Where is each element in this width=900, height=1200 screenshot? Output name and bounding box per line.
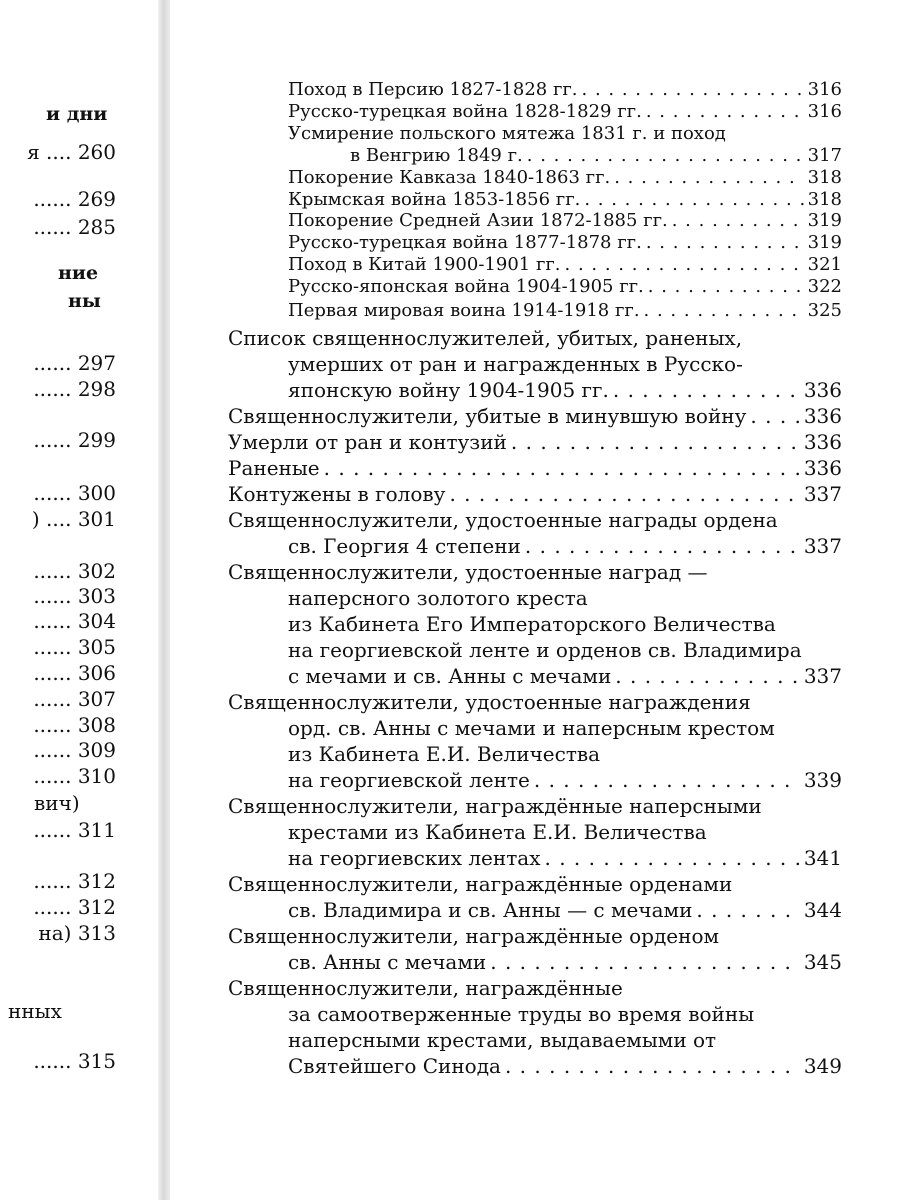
toc-entry-title: Покорение Кавказа 1840-1863 гг.: [288, 167, 611, 188]
toc-page-number: 336: [803, 430, 842, 454]
toc-entry: [288, 254, 842, 276]
left-fragment: нных: [8, 999, 62, 1023]
toc-leader: [490, 949, 800, 975]
left-fragment: ...... 300: [33, 481, 116, 505]
toc-entry-title-line: крестами из Кабинета Е.И. Величества: [288, 820, 707, 844]
toc-entry-title-line: Священнослужители, удостоенные наград —: [228, 560, 708, 584]
toc-entry: [288, 167, 842, 189]
toc-page-number: 341: [803, 846, 842, 870]
toc-entry-title: с мечами и св. Анны с мечами: [288, 664, 612, 688]
toc-entry-title: Покорение Средней Азии 1872-1885 гг.: [288, 210, 668, 231]
toc-entry: [228, 481, 842, 507]
left-fragment: ...... 302: [33, 559, 116, 583]
left-fragment: на) 313: [38, 921, 116, 945]
toc-entry: [288, 210, 842, 232]
toc-entry-title: Первая мировая воина 1914-1918 гг.: [288, 300, 640, 321]
toc-entry-title: св. Георгия 4 степени: [288, 534, 521, 558]
toc-page-number: 345: [803, 950, 842, 974]
left-fragment: ...... 312: [33, 895, 116, 919]
toc-entry: [288, 276, 842, 298]
toc-entry: [350, 145, 842, 167]
toc-leader: [648, 276, 804, 298]
toc-entry-title-line: из Кабинета Его Императорского Величества: [288, 612, 776, 636]
left-fragment: ...... 305: [33, 635, 116, 659]
toc-page-number: 317: [807, 145, 842, 166]
left-fragment: ...... 315: [33, 1049, 116, 1073]
toc-entry-title: на георгиевских лентах: [288, 846, 541, 870]
left-fragment: ...... 304: [33, 609, 116, 633]
toc-entry-title-line: Священнослужители, награждённые: [228, 976, 623, 1000]
toc-page-number: 318: [807, 189, 842, 210]
toc-entry-title-line: Священнослужители, удостоенные награждения: [228, 690, 751, 714]
toc-leader: [584, 189, 803, 211]
left-fragment: вич): [34, 791, 80, 815]
toc-leader: [324, 455, 800, 481]
toc-entry-title-line: орд. св. Анны с мечами и наперсным крестом: [288, 716, 775, 740]
left-fragment: ...... 297: [33, 351, 116, 375]
left-fragment: ние: [58, 262, 99, 284]
left-fragment: ...... 308: [33, 713, 116, 737]
toc-entry: [288, 949, 842, 975]
toc-leader: [644, 300, 804, 322]
left-fragment: я .... 260: [27, 140, 116, 164]
toc-entry-title-line: Священнослужители, награждённые орденом: [228, 924, 720, 948]
toc-page-number: 349: [803, 1054, 842, 1078]
toc-leader: [582, 79, 804, 101]
toc-entry-title-line: Священнослужители, награждённые наперсными: [228, 794, 762, 818]
toc-entry-title: Крымская война 1853-1856 гг.: [288, 189, 581, 210]
toc-entry-title: японскую войну 1904-1905 гг.: [288, 378, 609, 402]
toc-entry-title: Святейшего Синода: [288, 1054, 501, 1078]
toc-entry: [288, 897, 842, 923]
left-page: [0, 0, 160, 1200]
toc-entry-title-line: на георгиевской ленте и орденов св. Владимира: [288, 638, 802, 662]
toc-leader: [750, 403, 799, 429]
left-fragment: ...... 285: [33, 215, 116, 239]
toc-page-number: 337: [803, 534, 842, 558]
toc-page-number: 316: [807, 101, 842, 122]
toc-page-number: 316: [807, 79, 842, 100]
toc-page-number: 322: [807, 276, 842, 297]
toc-entry-title: св. Владимира и св. Анны — с мечами: [288, 898, 693, 922]
toc-leader: [615, 663, 800, 689]
toc-entry-title-line: за самоотверженные труды во время войны: [288, 1002, 755, 1026]
toc-page-number: 337: [803, 482, 842, 506]
toc-entry-title: Раненые: [228, 456, 320, 480]
toc-page-number: 318: [807, 167, 842, 188]
left-fragment: ...... 303: [33, 584, 116, 608]
toc-entry-title: в Венгрию 1849 г.: [350, 145, 523, 166]
left-fragment: ...... 299: [33, 428, 116, 452]
toc-entry-title-line: Усмирение польского мятежа 1831 г. и поход: [288, 123, 726, 144]
toc-leader: [614, 167, 803, 189]
toc-leader: [646, 101, 804, 123]
toc-entry: [288, 300, 842, 322]
left-fragment: ...... 311: [33, 818, 116, 842]
toc-page-number: 319: [807, 232, 842, 253]
left-fragment: ...... 298: [33, 377, 116, 401]
toc-page-number: 321: [807, 254, 842, 275]
toc-entry: [288, 232, 842, 254]
toc-entry: [288, 79, 842, 101]
toc-entry: [288, 1053, 842, 1079]
toc-entry-title: Поход в Персию 1827-1828 гг.: [288, 79, 578, 100]
left-fragment: и дни: [46, 103, 108, 125]
toc-page-number: 336: [803, 378, 842, 402]
toc-entry-title-line: умерших от ран и награжденных в Русско-: [288, 352, 743, 376]
toc-page-number: 337: [803, 664, 842, 688]
toc-page-number: 319: [807, 210, 842, 231]
toc-leader: [672, 210, 804, 232]
left-fragment: ны: [68, 290, 101, 312]
toc-entry: [228, 403, 842, 429]
toc-leader: [525, 533, 800, 559]
toc-leader: [527, 145, 804, 167]
toc-entry: [288, 845, 842, 871]
left-fragment: ...... 307: [33, 687, 116, 711]
toc-entry: [228, 429, 842, 455]
toc-leader: [511, 429, 800, 455]
toc-entry-title-line: наперсными крестами, выдаваемыми от: [288, 1028, 717, 1052]
toc-entry-title: Умерли от ран и контузий: [228, 430, 507, 454]
toc-page-number: 336: [803, 456, 842, 480]
toc-entry: [288, 767, 842, 793]
left-fragment: ...... 269: [33, 187, 116, 211]
toc-leader: [696, 897, 799, 923]
toc-leader: [505, 1053, 800, 1079]
toc-entry-title-line: Священнослужители, удостоенные награды ордена: [228, 508, 778, 532]
toc-entry-title: Русско-японская война 1904-1905 гг.: [288, 276, 644, 297]
toc-entry-title: Священнослужители, убитые в минувшую войну: [228, 404, 747, 428]
left-fragment: ...... 310: [33, 764, 116, 788]
toc-entry-title: на георгиевской ленте: [288, 768, 530, 792]
left-fragment: ...... 306: [33, 661, 116, 685]
toc-entry-title: Поход в Китай 1900-1901 гг.: [288, 254, 561, 275]
toc-entry: [228, 455, 842, 481]
toc-page-number: 344: [803, 898, 842, 922]
toc-entry-title: св. Анны с мечами: [288, 950, 487, 974]
toc-entry-title: Русско-турецкая война 1828-1829 гг.: [288, 101, 642, 122]
toc-leader: [534, 767, 800, 793]
toc-leader: [613, 377, 800, 403]
toc-entry-title: Русско-турецкая война 1877-1878 гг.: [288, 232, 642, 253]
toc-leader: [449, 481, 799, 507]
toc-entry-title-line: Священнослужители, награждённые орденами: [228, 872, 733, 896]
page-gutter: [158, 0, 170, 1200]
toc-entry: [288, 189, 842, 211]
toc-page-number: 339: [803, 768, 842, 792]
toc-entry: [288, 377, 842, 403]
toc-leader: [646, 232, 804, 254]
toc-entry-title-line: наперсного золотого креста: [288, 586, 588, 610]
toc-entry: [288, 533, 842, 559]
toc-leader: [544, 845, 799, 871]
toc-entry-title: Контужены в голову: [228, 482, 446, 506]
toc-leader: [565, 254, 804, 276]
toc-entry-title-line: Список священнослужителей, убитых, раненых,: [228, 326, 743, 350]
toc-page-number: 336: [803, 404, 842, 428]
left-fragment: ...... 309: [33, 738, 116, 762]
toc-entry: [288, 101, 842, 123]
toc-page-number: 325: [807, 300, 842, 321]
left-fragment: ) .... 301: [31, 507, 116, 531]
toc-entry-title-line: из Кабинета Е.И. Величества: [288, 742, 601, 766]
toc-entry: [288, 663, 842, 689]
left-fragment: ...... 312: [33, 869, 116, 893]
